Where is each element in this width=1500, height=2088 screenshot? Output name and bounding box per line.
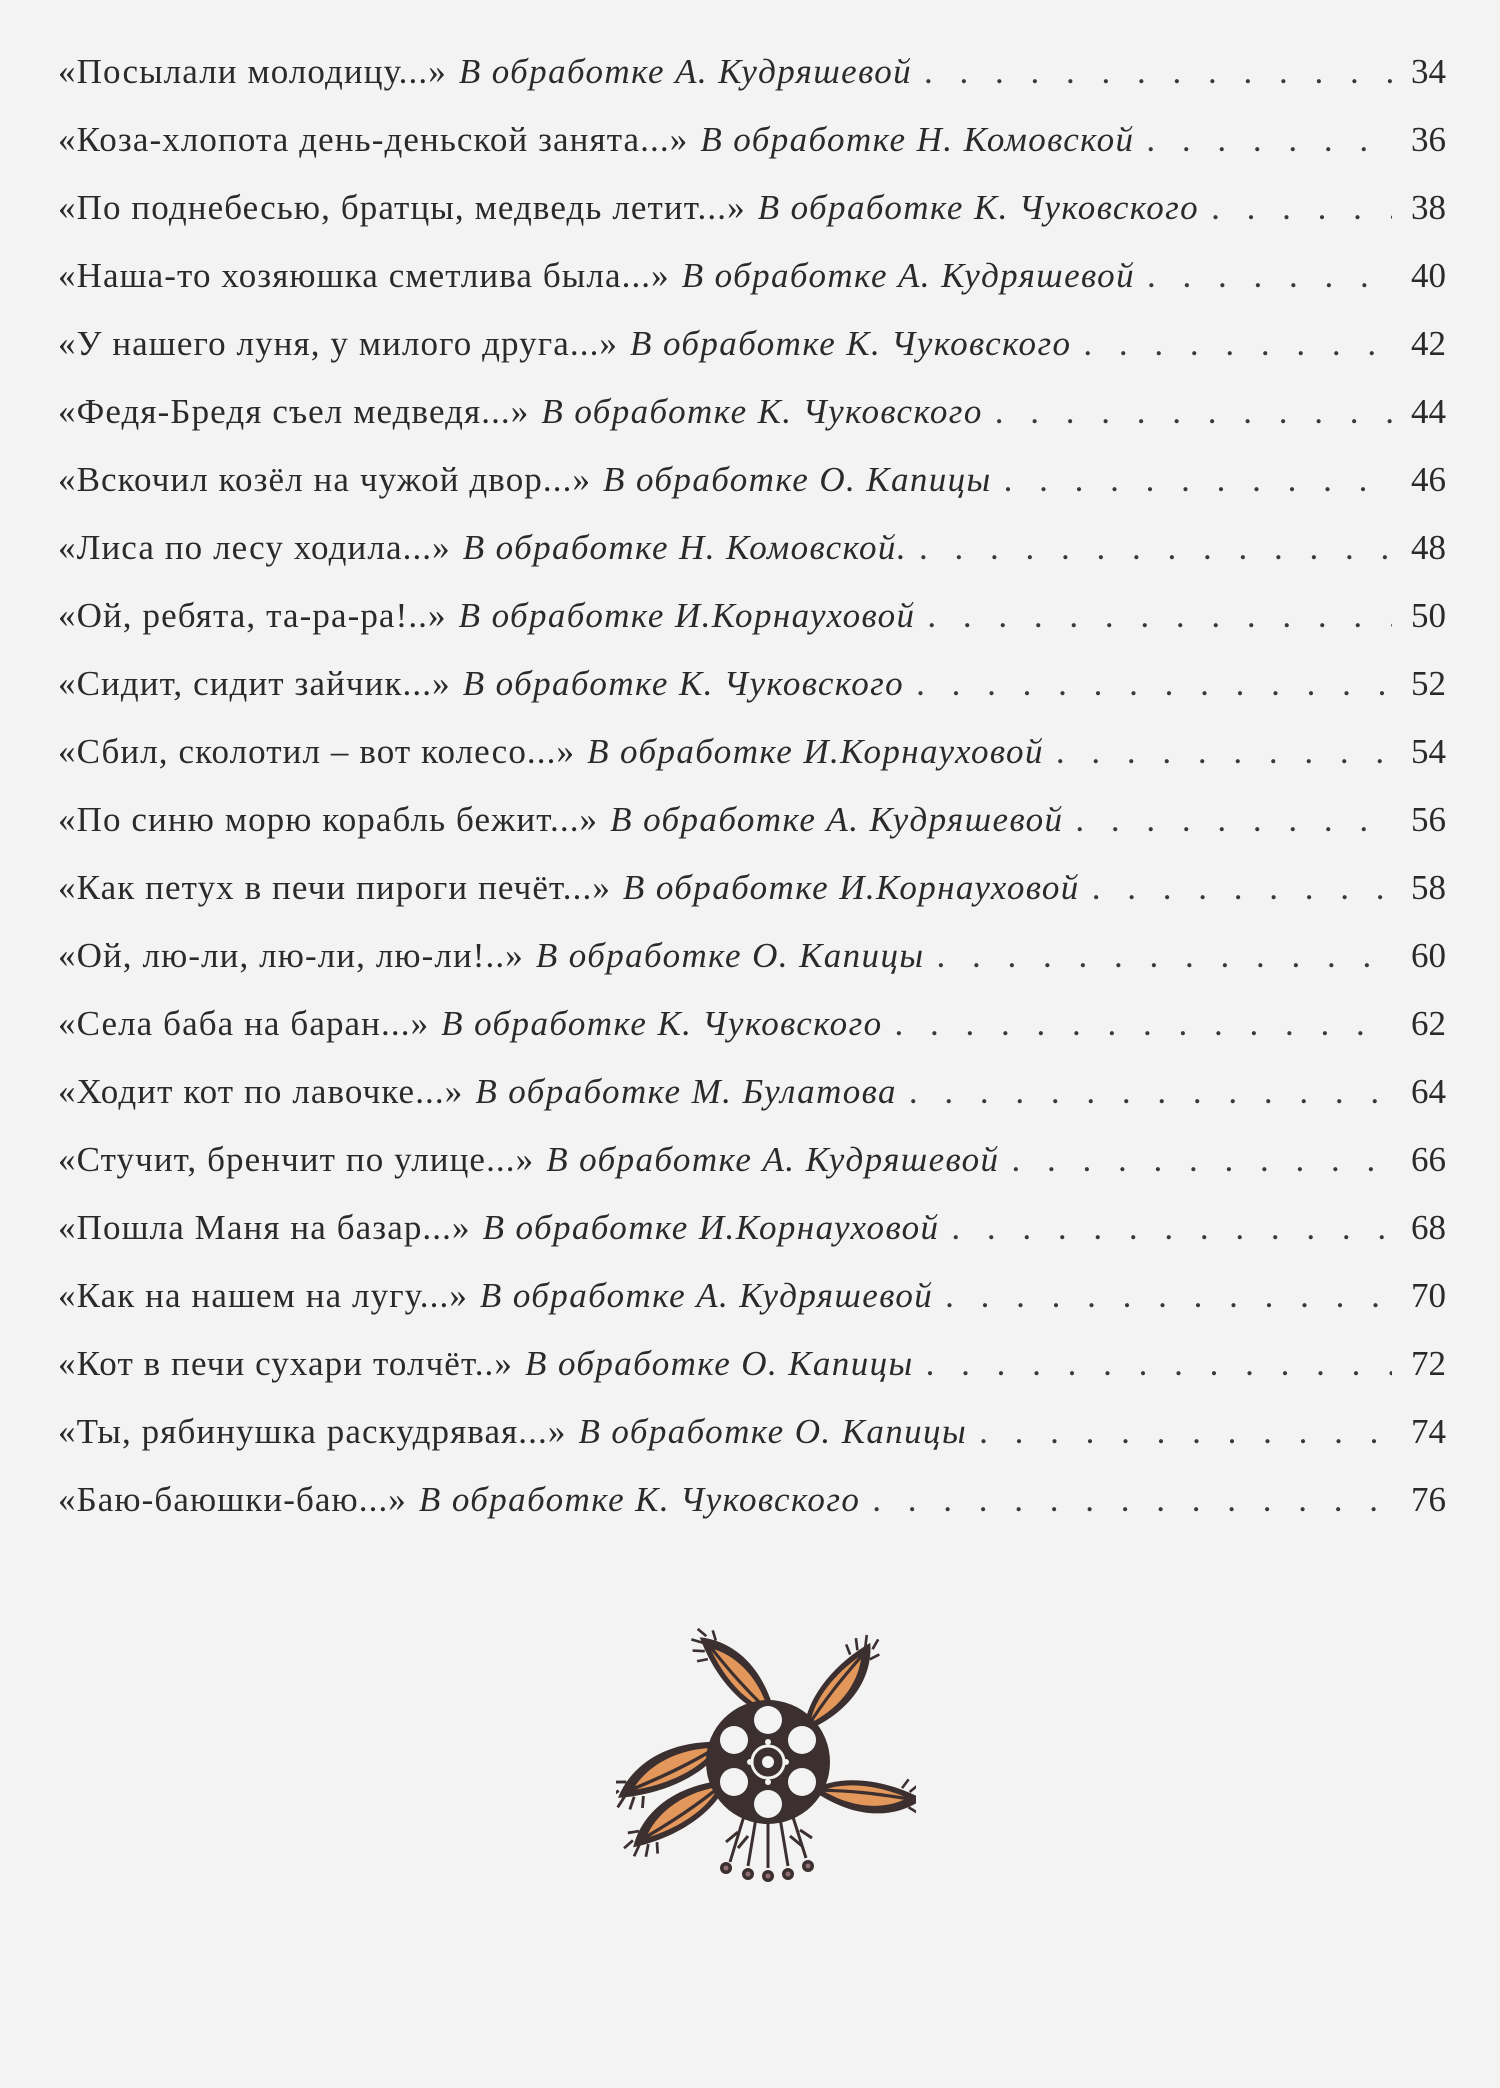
dot-leader bbox=[1075, 800, 1392, 840]
toc-entry bbox=[58, 1480, 1446, 1548]
entry-title: «Вскочил козёл на чужой двор...» bbox=[58, 460, 592, 499]
dot-leader bbox=[926, 1344, 1392, 1384]
toc-entry bbox=[58, 1344, 1446, 1412]
entry-title: «У нашего луня, у милого друга...» bbox=[58, 324, 619, 363]
entry-title: «Кот в печи сухари толчёт..» bbox=[58, 1344, 514, 1383]
entry-credit: В обработке О. Капицы bbox=[603, 460, 992, 499]
entry-title: «Пошла Маня на базар...» bbox=[58, 1208, 471, 1247]
entry-credit: В обработке А. Кудряшевой bbox=[610, 800, 1064, 839]
toc-entry bbox=[58, 936, 1446, 1004]
entry-title: «Наша-то хозяюшка сметлива была...» bbox=[58, 256, 670, 295]
toc-entry bbox=[58, 460, 1446, 528]
entry-credit: В обработке А. Кудряшевой bbox=[546, 1140, 1000, 1179]
entry-page-number: 46 bbox=[1411, 460, 1446, 499]
entry-page-number: 44 bbox=[1411, 392, 1446, 431]
toc-entry bbox=[58, 1004, 1446, 1072]
dot-leader bbox=[895, 1004, 1392, 1044]
entry-title: «Сбил, сколотил – вот колесо...» bbox=[58, 732, 576, 771]
entry-page-number: 60 bbox=[1411, 936, 1446, 975]
toc-entry bbox=[58, 120, 1446, 188]
dot-leader bbox=[1211, 188, 1392, 228]
folk-flower-ornament-icon bbox=[616, 1622, 916, 1902]
entry-title: «Стучит, бренчит по улице...» bbox=[58, 1140, 535, 1179]
dot-leader bbox=[1011, 1140, 1392, 1180]
entry-title: «По синю морю корабль бежит...» bbox=[58, 800, 599, 839]
entry-title: «Коза-хлопота день-деньской занята...» bbox=[58, 120, 689, 159]
entry-title: «Ой, лю-ли, лю-ли, лю-ли!..» bbox=[58, 936, 524, 975]
toc-entry bbox=[58, 596, 1446, 664]
entry-title: «Как петух в печи пироги печёт...» bbox=[58, 868, 611, 907]
entry-page-number: 64 bbox=[1411, 1072, 1446, 1111]
dot-leader bbox=[924, 52, 1392, 92]
entry-title: «Ходит кот по лавочке...» bbox=[58, 1072, 464, 1111]
entry-title: «По поднебесью, братцы, медведь летит...» bbox=[58, 188, 746, 227]
entry-credit: В обработке К. Чуковского bbox=[541, 392, 983, 431]
entry-credit: В обработке И.Корнауховой bbox=[587, 732, 1044, 771]
entry-page-number: 52 bbox=[1411, 664, 1446, 703]
entry-title: «Как на нашем на лугу...» bbox=[58, 1276, 468, 1315]
entry-credit: В обработке М. Булатова bbox=[475, 1072, 897, 1111]
entry-credit: В обработке А. Кудряшевой bbox=[681, 256, 1135, 295]
dot-leader bbox=[951, 1208, 1392, 1248]
entry-title: «Села баба на баран...» bbox=[58, 1004, 430, 1043]
entry-page-number: 72 bbox=[1411, 1344, 1446, 1383]
toc-entry bbox=[58, 392, 1446, 460]
entry-page-number: 42 bbox=[1411, 324, 1446, 363]
entry-page-number: 62 bbox=[1411, 1004, 1446, 1043]
dot-leader bbox=[916, 664, 1392, 704]
dot-leader bbox=[909, 1072, 1392, 1112]
entry-title: «Посылали молодицу...» bbox=[58, 52, 447, 91]
toc-entry bbox=[58, 1140, 1446, 1208]
dot-leader bbox=[1147, 256, 1392, 296]
entry-page-number: 66 bbox=[1411, 1140, 1446, 1179]
entry-credit: В обработке А. Кудряшевой bbox=[458, 52, 913, 91]
entry-credit: В обработке Н. Комовской bbox=[700, 120, 1135, 159]
entry-credit: В обработке О. Капицы bbox=[525, 1344, 914, 1383]
dot-leader bbox=[927, 596, 1392, 636]
entry-page-number: 50 bbox=[1411, 596, 1446, 635]
dot-leader bbox=[945, 1276, 1392, 1316]
entry-page-number: 74 bbox=[1411, 1412, 1446, 1451]
entry-credit: В обработке О. Капицы bbox=[535, 936, 925, 975]
dot-leader bbox=[1056, 732, 1392, 772]
toc-entry bbox=[58, 52, 1446, 120]
dot-leader bbox=[979, 1412, 1392, 1452]
toc-entry bbox=[58, 1072, 1446, 1140]
entry-page-number: 34 bbox=[1411, 52, 1446, 91]
entry-title: «Лиса по лесу ходила...» bbox=[58, 528, 451, 567]
entry-credit: В обработке К. Чуковского bbox=[418, 1480, 861, 1519]
entry-page-number: 68 bbox=[1411, 1208, 1446, 1247]
entry-title: «Федя-Бредя съел медведя...» bbox=[58, 392, 530, 431]
entry-page-number: 56 bbox=[1411, 800, 1446, 839]
entry-title: «Сидит, сидит зайчик...» bbox=[58, 664, 451, 703]
entry-page-number: 76 bbox=[1411, 1480, 1446, 1519]
toc-entry bbox=[58, 732, 1446, 800]
entry-credit: В обработке А. Кудряшевой bbox=[479, 1276, 934, 1315]
entry-page-number: 70 bbox=[1411, 1276, 1446, 1315]
entry-credit: В обработке О. Капицы bbox=[578, 1412, 968, 1451]
toc-entry bbox=[58, 528, 1446, 596]
entry-credit: В обработке И.Корнауховой bbox=[622, 868, 1080, 907]
entry-credit: В обработке Н. Комовской. bbox=[462, 528, 907, 567]
dot-leader bbox=[1004, 460, 1392, 500]
entry-credit: В обработке И.Корнауховой bbox=[482, 1208, 940, 1247]
dot-leader bbox=[936, 936, 1392, 976]
toc-entry bbox=[58, 1412, 1446, 1480]
entry-credit: В обработке К. Чуковского bbox=[462, 664, 905, 703]
dot-leader bbox=[1146, 120, 1392, 160]
dot-leader bbox=[1092, 868, 1392, 908]
toc-entry bbox=[58, 1276, 1446, 1344]
dot-leader bbox=[1083, 324, 1392, 364]
entry-page-number: 36 bbox=[1411, 120, 1446, 159]
entry-page-number: 40 bbox=[1411, 256, 1446, 295]
entry-title: «Ой, ребята, та-ра-ра!..» bbox=[58, 596, 447, 635]
entry-credit: В обработке К. Чуковского bbox=[630, 324, 1072, 363]
entry-credit: В обработке И.Корнауховой bbox=[458, 596, 916, 635]
entry-title: «Ты, рябинушка раскудрявая...» bbox=[58, 1412, 567, 1451]
toc-entry bbox=[58, 800, 1446, 868]
entry-credit: В обработке К. Чуковского bbox=[441, 1004, 883, 1043]
toc-entry bbox=[58, 664, 1446, 732]
entry-page-number: 38 bbox=[1411, 188, 1446, 227]
entry-credit: В обработке К. Чуковского bbox=[757, 188, 1200, 227]
toc-entry bbox=[58, 1208, 1446, 1276]
dot-leader bbox=[995, 392, 1392, 432]
dot-leader bbox=[872, 1480, 1392, 1520]
toc-entry bbox=[58, 868, 1446, 936]
toc-entry bbox=[58, 324, 1446, 392]
entry-title: «Баю-баюшки-баю...» bbox=[58, 1480, 407, 1519]
toc-entry bbox=[58, 188, 1446, 256]
dot-leader bbox=[919, 528, 1392, 568]
entry-page-number: 48 bbox=[1411, 528, 1446, 567]
toc-entry bbox=[58, 256, 1446, 324]
entry-page-number: 58 bbox=[1411, 868, 1446, 907]
entry-page-number: 54 bbox=[1411, 732, 1446, 771]
table-of-contents bbox=[58, 52, 1446, 1548]
